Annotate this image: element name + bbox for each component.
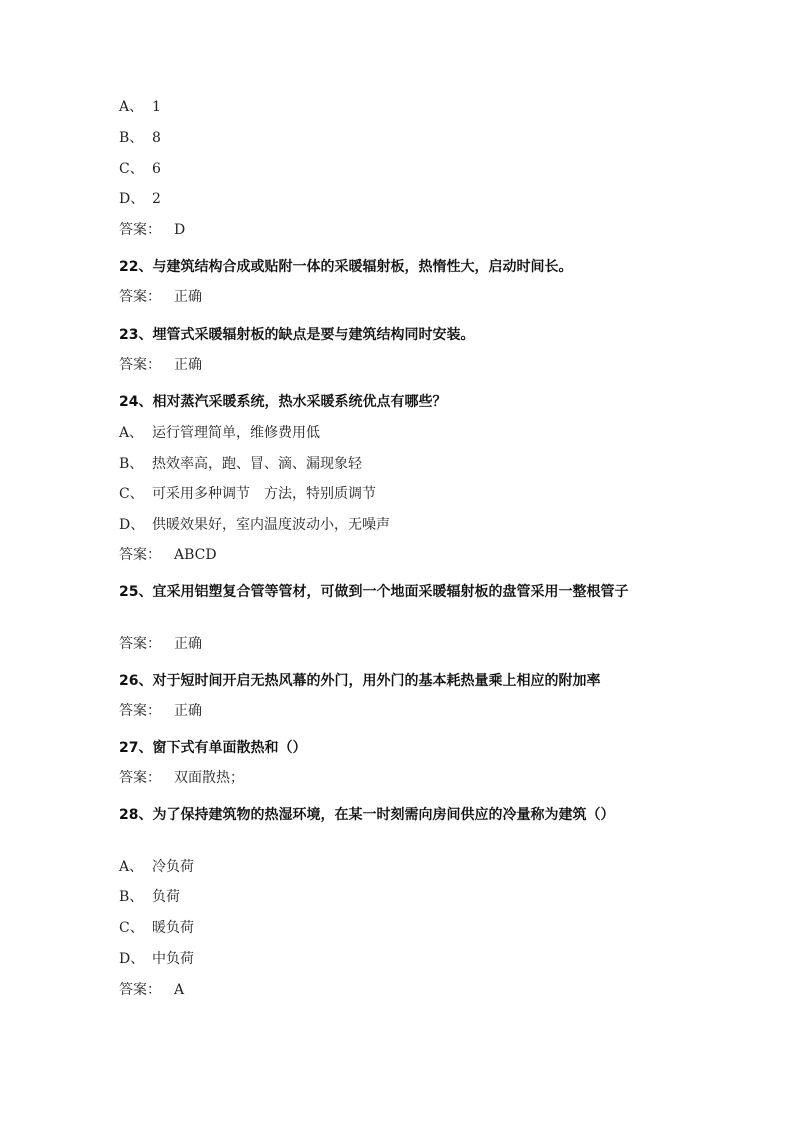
option-text: 1 (152, 99, 161, 115)
option-text: 可采用多种调节 方法，特别质调节 (152, 486, 376, 502)
option-text: 2 (152, 191, 161, 207)
option-text: 冷负荷 (152, 859, 194, 875)
option-key: B、 (119, 130, 144, 146)
option-key: A、 (119, 859, 144, 875)
option-d (119, 190, 673, 208)
option-c (119, 485, 673, 503)
option-key: C、 (119, 486, 144, 502)
answer-line (119, 221, 673, 239)
option-b (119, 888, 673, 906)
answer-value: 正确 (174, 636, 202, 652)
answer-line (119, 356, 673, 374)
answer-line (119, 981, 673, 999)
option-a (119, 858, 673, 876)
answer-label: 答案： (119, 222, 161, 238)
answer-line (119, 769, 673, 787)
answer-label: 答案： (119, 547, 161, 563)
question-22: 22、与建筑结构合成或贴附一体的采暖辐射板，热惰性大，启动时间长。 (119, 259, 573, 275)
answer-value: 正确 (174, 703, 202, 719)
option-key: D、 (119, 951, 145, 967)
question-27: 27、窗下式有单面散热和（） (119, 740, 307, 756)
answer-label: 答案： (119, 636, 161, 652)
option-b (119, 129, 673, 147)
option-text: 供暖效果好，室内温度波动小，无噪声 (152, 517, 390, 533)
option-d (119, 950, 673, 968)
option-key: C、 (119, 920, 144, 936)
answer-label: 答案： (119, 982, 161, 998)
answer-value: 正确 (174, 357, 202, 373)
option-key: B、 (119, 456, 144, 472)
answer-label: 答案： (119, 703, 161, 719)
answer-value: 正确 (174, 289, 202, 305)
option-text: 运行管理简单，维修费用低 (152, 425, 320, 441)
answer-label: 答案： (119, 289, 161, 305)
answer-line (119, 288, 673, 306)
option-key: A、 (119, 99, 144, 115)
option-text: 暖负荷 (152, 920, 194, 936)
option-text: 热效率高，跑、冒、滴、漏现象轻 (152, 456, 362, 472)
question-25: 25、宜采用铝塑复合管等管材，可做到一个地面采暖辐射板的盘管采用一整根管子 (119, 584, 629, 600)
option-d (119, 516, 673, 534)
option-a (119, 424, 673, 442)
option-b (119, 455, 673, 473)
answer-line (119, 702, 673, 720)
option-text: 中负荷 (152, 951, 194, 967)
answer-line (119, 546, 673, 564)
option-key: A、 (119, 425, 144, 441)
option-key: D、 (119, 517, 145, 533)
question-24: 24、相对蒸汽采暖系统，热水采暖系统优点有哪些？ (119, 394, 447, 410)
answer-line (119, 635, 673, 653)
question-28: 28、为了保持建筑物的热湿环境，在某一时刻需向房间供应的冷量称为建筑（） (119, 807, 615, 823)
question-23: 23、埋管式采暖辐射板的缺点是要与建筑结构同时安装。 (119, 327, 475, 343)
option-text: 负荷 (152, 889, 180, 905)
option-c (119, 160, 673, 178)
answer-label: 答案： (119, 357, 161, 373)
answer-value: ABCD (174, 547, 217, 563)
option-text: 8 (152, 130, 161, 146)
answer-value: 双面散热； (174, 770, 244, 786)
option-key: D、 (119, 191, 145, 207)
option-c (119, 919, 673, 937)
answer-value: D (174, 222, 186, 238)
option-key: C、 (119, 161, 144, 177)
answer-value: A (174, 982, 185, 998)
option-a (119, 98, 673, 116)
option-text: 6 (152, 161, 161, 177)
option-key: B、 (119, 889, 144, 905)
answer-label: 答案： (119, 770, 161, 786)
question-26: 26、对于短时间开启无热风幕的外门，用外门的基本耗热量乘上相应的附加率 (119, 673, 601, 689)
